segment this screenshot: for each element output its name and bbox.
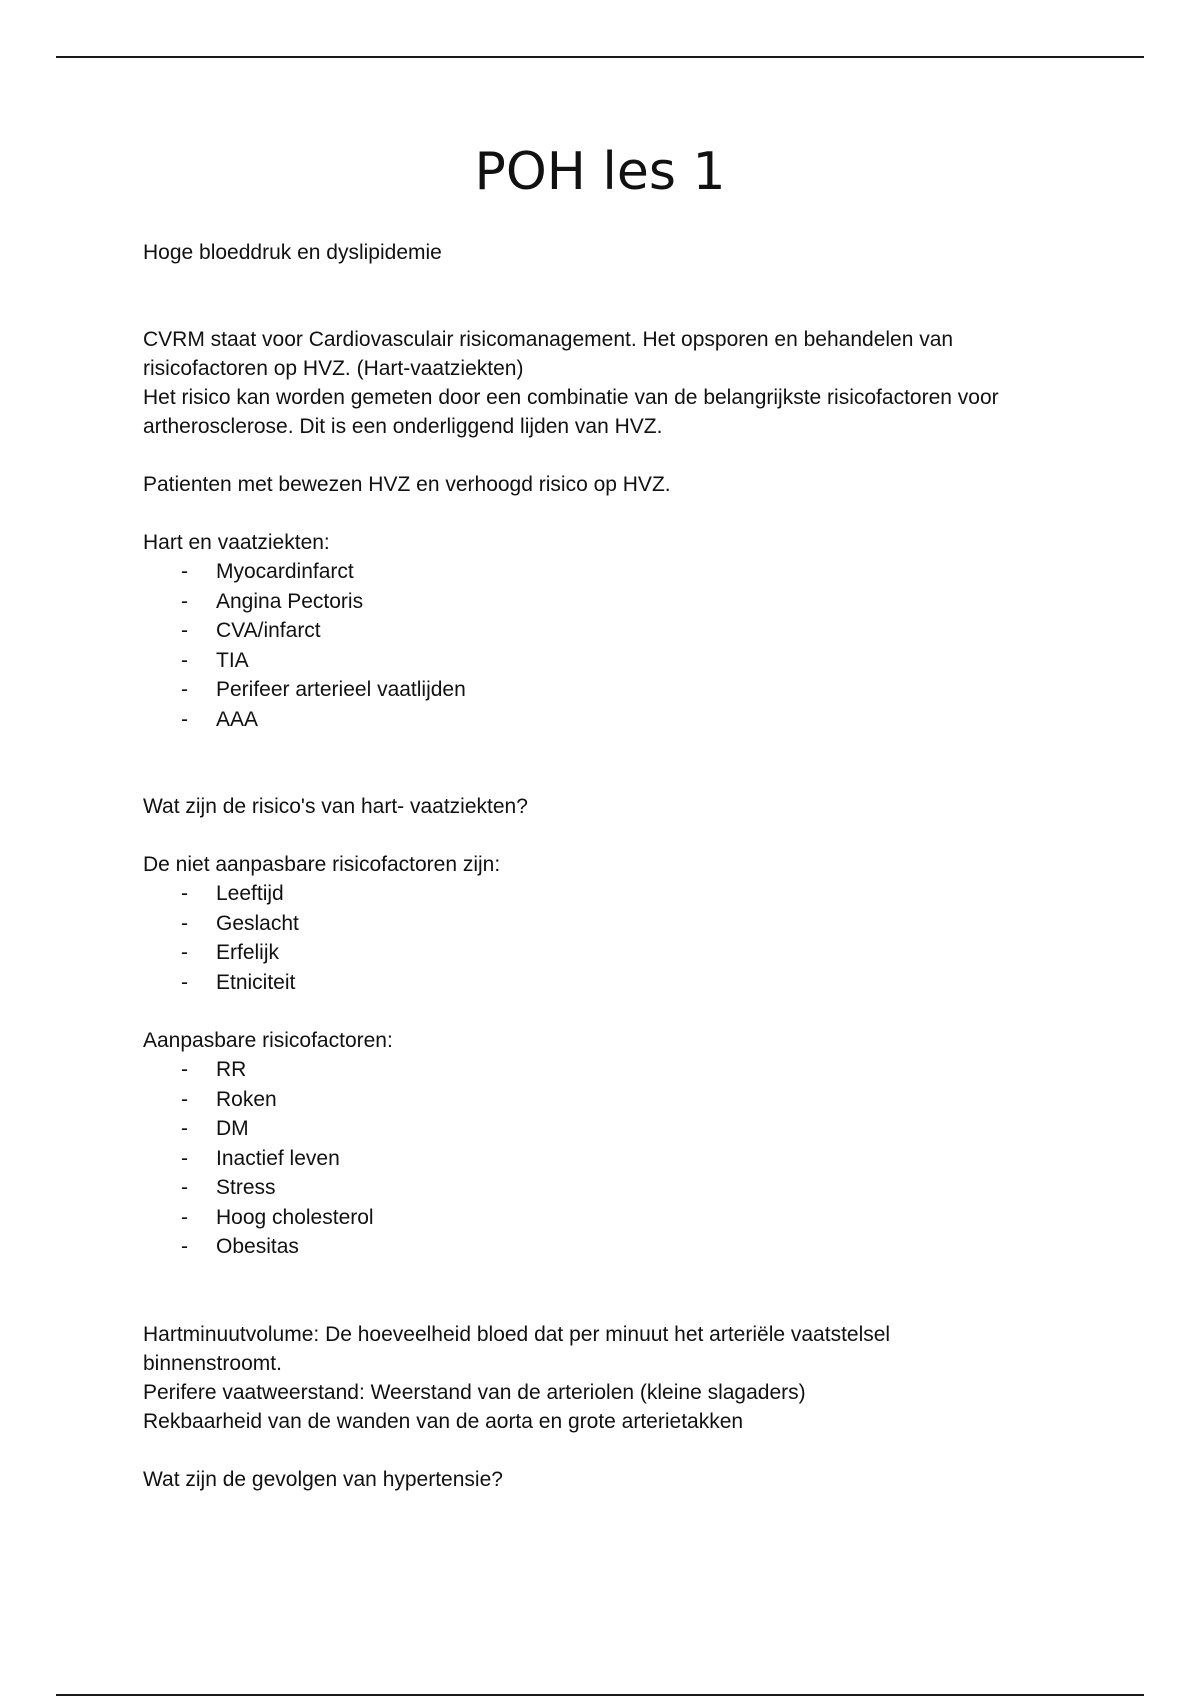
spacer [143,1436,1073,1465]
list-item-label: Perifeer arterieel vaatlijden [216,678,466,701]
dash-bullet: - [181,941,188,964]
list-item-label: Angina Pectoris [216,589,364,613]
dash-bullet: - [181,1176,188,1199]
spacer [143,441,1073,470]
list-item [143,675,1073,705]
list-item [143,557,1073,587]
dash-bullet: - [181,911,188,935]
definition-line: Hartminuutvolume: De hoeveelheid bloed dat per minuut het arteriële vaatstelsel [143,1322,891,1346]
dash-bullet: - [181,1087,188,1111]
list-item-label: RR [216,1058,247,1081]
patients-paragraph: Patienten met bewezen HVZ en verhoogd risico op HVZ. [143,473,671,496]
list-item [143,968,1073,998]
spacer [143,997,1073,1026]
definition-line: binnenstroomt. [143,1351,282,1375]
dash-bullet: - [181,678,188,701]
list-item [143,587,1073,617]
spacer [143,821,1073,850]
list-item-label: AAA [216,707,259,731]
list-item [143,1232,1073,1262]
list-item-label: Hoog cholesterol [216,1205,374,1229]
footer-rule [56,1694,1144,1696]
dash-bullet: - [181,619,188,642]
dash-bullet: - [181,1117,188,1140]
definition-line: Rekbaarheid van de wanden van de aorta en grote arterietakken [143,1409,744,1433]
dash-bullet: - [181,1058,188,1081]
spacer [143,734,1073,792]
list-item-label: CVA/infarct [216,619,321,642]
page-title: POH les 1 [474,142,726,202]
list-item [143,909,1073,939]
list-item [143,705,1073,735]
hvz-heading: Hart en vaatziekten: [143,531,330,554]
list-item [143,1173,1073,1203]
document-body [143,238,1073,1494]
final-question: Wat zijn de gevolgen van hypertensie? [143,1467,503,1491]
dash-bullet: - [181,560,188,583]
intro-line: Het risico kan worden gemeten door een combinatie van de belangrijkste risicofactoren voor [143,386,999,409]
list-item-label: Leeftijd [216,882,284,905]
risk-question: Wat zijn de risico's van hart- vaatziekten? [143,795,528,818]
list-item-label: Inactief leven [216,1146,340,1170]
dash-bullet: - [181,970,188,994]
subtitle: Hoge bloeddruk en dyslipidemie [143,241,442,264]
definition-line: Perifere vaatweerstand: Weerstand van de arteriolen (kleine slagaders) [143,1380,806,1404]
intro-line: CVRM staat voor Cardiovasculair risicomanagement. Het opsporen en behandelen van [143,328,954,351]
list-item-label: Roken [216,1087,277,1111]
list-item-label: Geslacht [216,911,299,935]
dash-bullet: - [181,707,188,731]
dash-bullet: - [181,882,188,905]
dash-bullet: - [181,589,188,613]
list-item-label: Erfelijk [216,941,280,964]
modifiable-list [143,1055,1073,1262]
list-item-label: Myocardinfarct [216,560,354,583]
list-item [143,616,1073,646]
list-item-label: Etniciteit [216,970,296,994]
modifiable-heading: Aanpasbare risicofactoren: [143,1029,393,1052]
non-modifiable-heading: De niet aanpasbare risicofactoren zijn: [143,853,501,876]
intro-line: artherosclerose. Dit is een onderliggend lijden van HVZ. [143,415,663,438]
list-item [143,879,1073,909]
header-rule [56,56,1144,58]
list-item [143,1144,1073,1174]
list-item-label: Stress [216,1176,276,1199]
list-item-label: TIA [216,648,249,672]
list-item [143,1085,1073,1115]
list-item [143,1114,1073,1144]
hvz-list [143,557,1073,734]
list-item [143,938,1073,968]
spacer [143,267,1073,325]
list-item-label: Obesitas [216,1235,299,1258]
list-item [143,1055,1073,1085]
dash-bullet: - [181,1235,188,1258]
dash-bullet: - [181,1146,188,1170]
dash-bullet: - [181,648,188,672]
list-item [143,646,1073,676]
dash-bullet: - [181,1205,188,1229]
list-item [143,1203,1073,1233]
spacer [143,1262,1073,1320]
intro-line: risicofactoren op HVZ. (Hart-vaatziekten) [143,357,524,380]
spacer [143,499,1073,528]
list-item-label: DM [216,1117,249,1140]
non-modifiable-list [143,879,1073,997]
